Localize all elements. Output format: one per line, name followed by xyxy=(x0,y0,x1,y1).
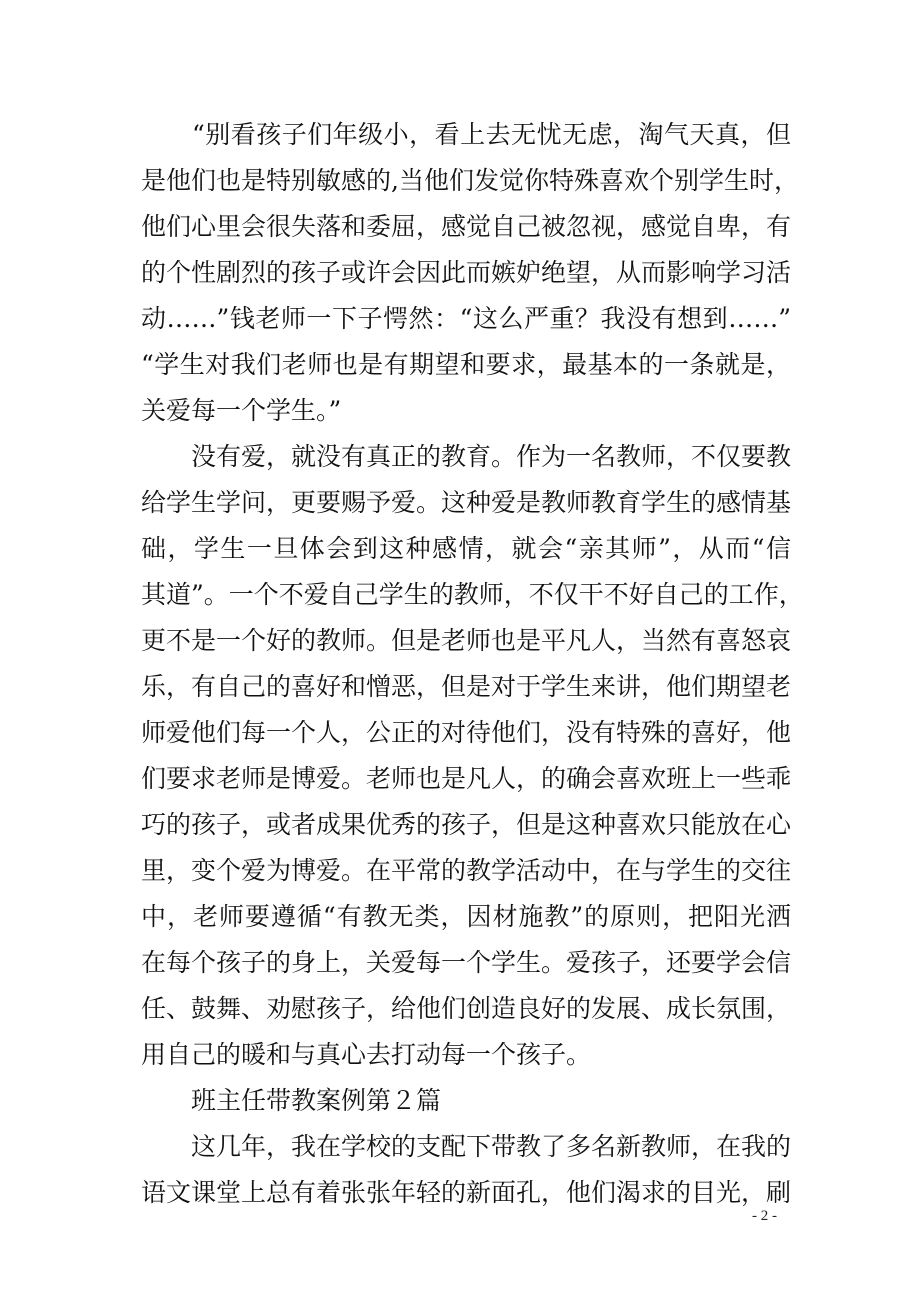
document-body xyxy=(141,112,804,1216)
text-line: “学生对我们老师也是有期望和要求，最基本的一条就是， xyxy=(141,350,791,379)
text-line: 没有爱，就没有真正的教育。作为一名教师，不仅要教 xyxy=(141,442,792,471)
text-line: 这几年，我在学校的支配下带教了多名新教师，在我的 xyxy=(141,1132,792,1161)
section-heading: 班主任带教案例第２篇 xyxy=(191,1086,442,1115)
text-line: 中，老师要遵循“有教无类，因材施教”的原则，把阳光洒 xyxy=(141,902,791,931)
text-line: 语文课堂上总有着张张年轻的新面孔，他们渴求的目光，刷 xyxy=(141,1178,792,1207)
text-line: 们要求老师是博爱。老师也是凡人，的确会喜欢班上一些乖 xyxy=(141,764,792,793)
text-line: 在每个孩子的身上，关爱每一个学生。爱孩子，还要学会信 xyxy=(141,948,792,977)
text-line: 动……”钱老师一下子愕然：“这么严重？我没有想到……” xyxy=(141,304,791,333)
text-line: 用自己的暖和与真心去打动每一个孩子。 xyxy=(141,1040,592,1069)
text-line: 里，变个爱为博爱。在平常的教学活动中，在与学生的交往 xyxy=(141,856,792,885)
text-line: 是他们也是特别敏感的,当他们发觉你特殊喜欢个别学生时， xyxy=(141,166,799,195)
text-line: “别看孩子们年级小，看上去无忧无虑，淘气天真，但 xyxy=(141,120,791,149)
text-line: 其道”。一个不爱自己学生的教师，不仅干不好自己的工作， xyxy=(141,580,804,609)
text-line: 础，学生一旦体会到这种感情，就会“亲其师”，从而“信 xyxy=(141,534,791,563)
text-line: 乐，有自己的喜好和憎恶，但是对于学生来讲，他们期望老 xyxy=(141,672,792,701)
text-line: 任、鼓舞、劝慰孩子，给他们创造良好的发展、成长氛围， xyxy=(141,994,792,1023)
text-line: 的个性剧烈的孩子或许会因此而嫉妒绝望，从而影响学习活 xyxy=(141,258,792,287)
text-line: 师爱他们每一个人，公正的对待他们，没有特殊的喜好，他 xyxy=(141,718,792,747)
text-line: 巧的孩子，或者成果优秀的孩子，但是这种喜欢只能放在心 xyxy=(141,810,792,839)
page-number: - 2 - xyxy=(752,1208,777,1224)
text-line: 关爱每一个学生。” xyxy=(141,396,342,425)
text-line: 他们心里会很失落和委屈，感觉自己被忽视，感觉自卑，有 xyxy=(141,212,792,241)
text-line: 给学生学问，更要赐予爱。这种爱是教师教育学生的感情基 xyxy=(141,488,792,517)
text-line: 更不是一个好的教师。但是老师也是平凡人，当然有喜怒哀 xyxy=(141,626,792,655)
